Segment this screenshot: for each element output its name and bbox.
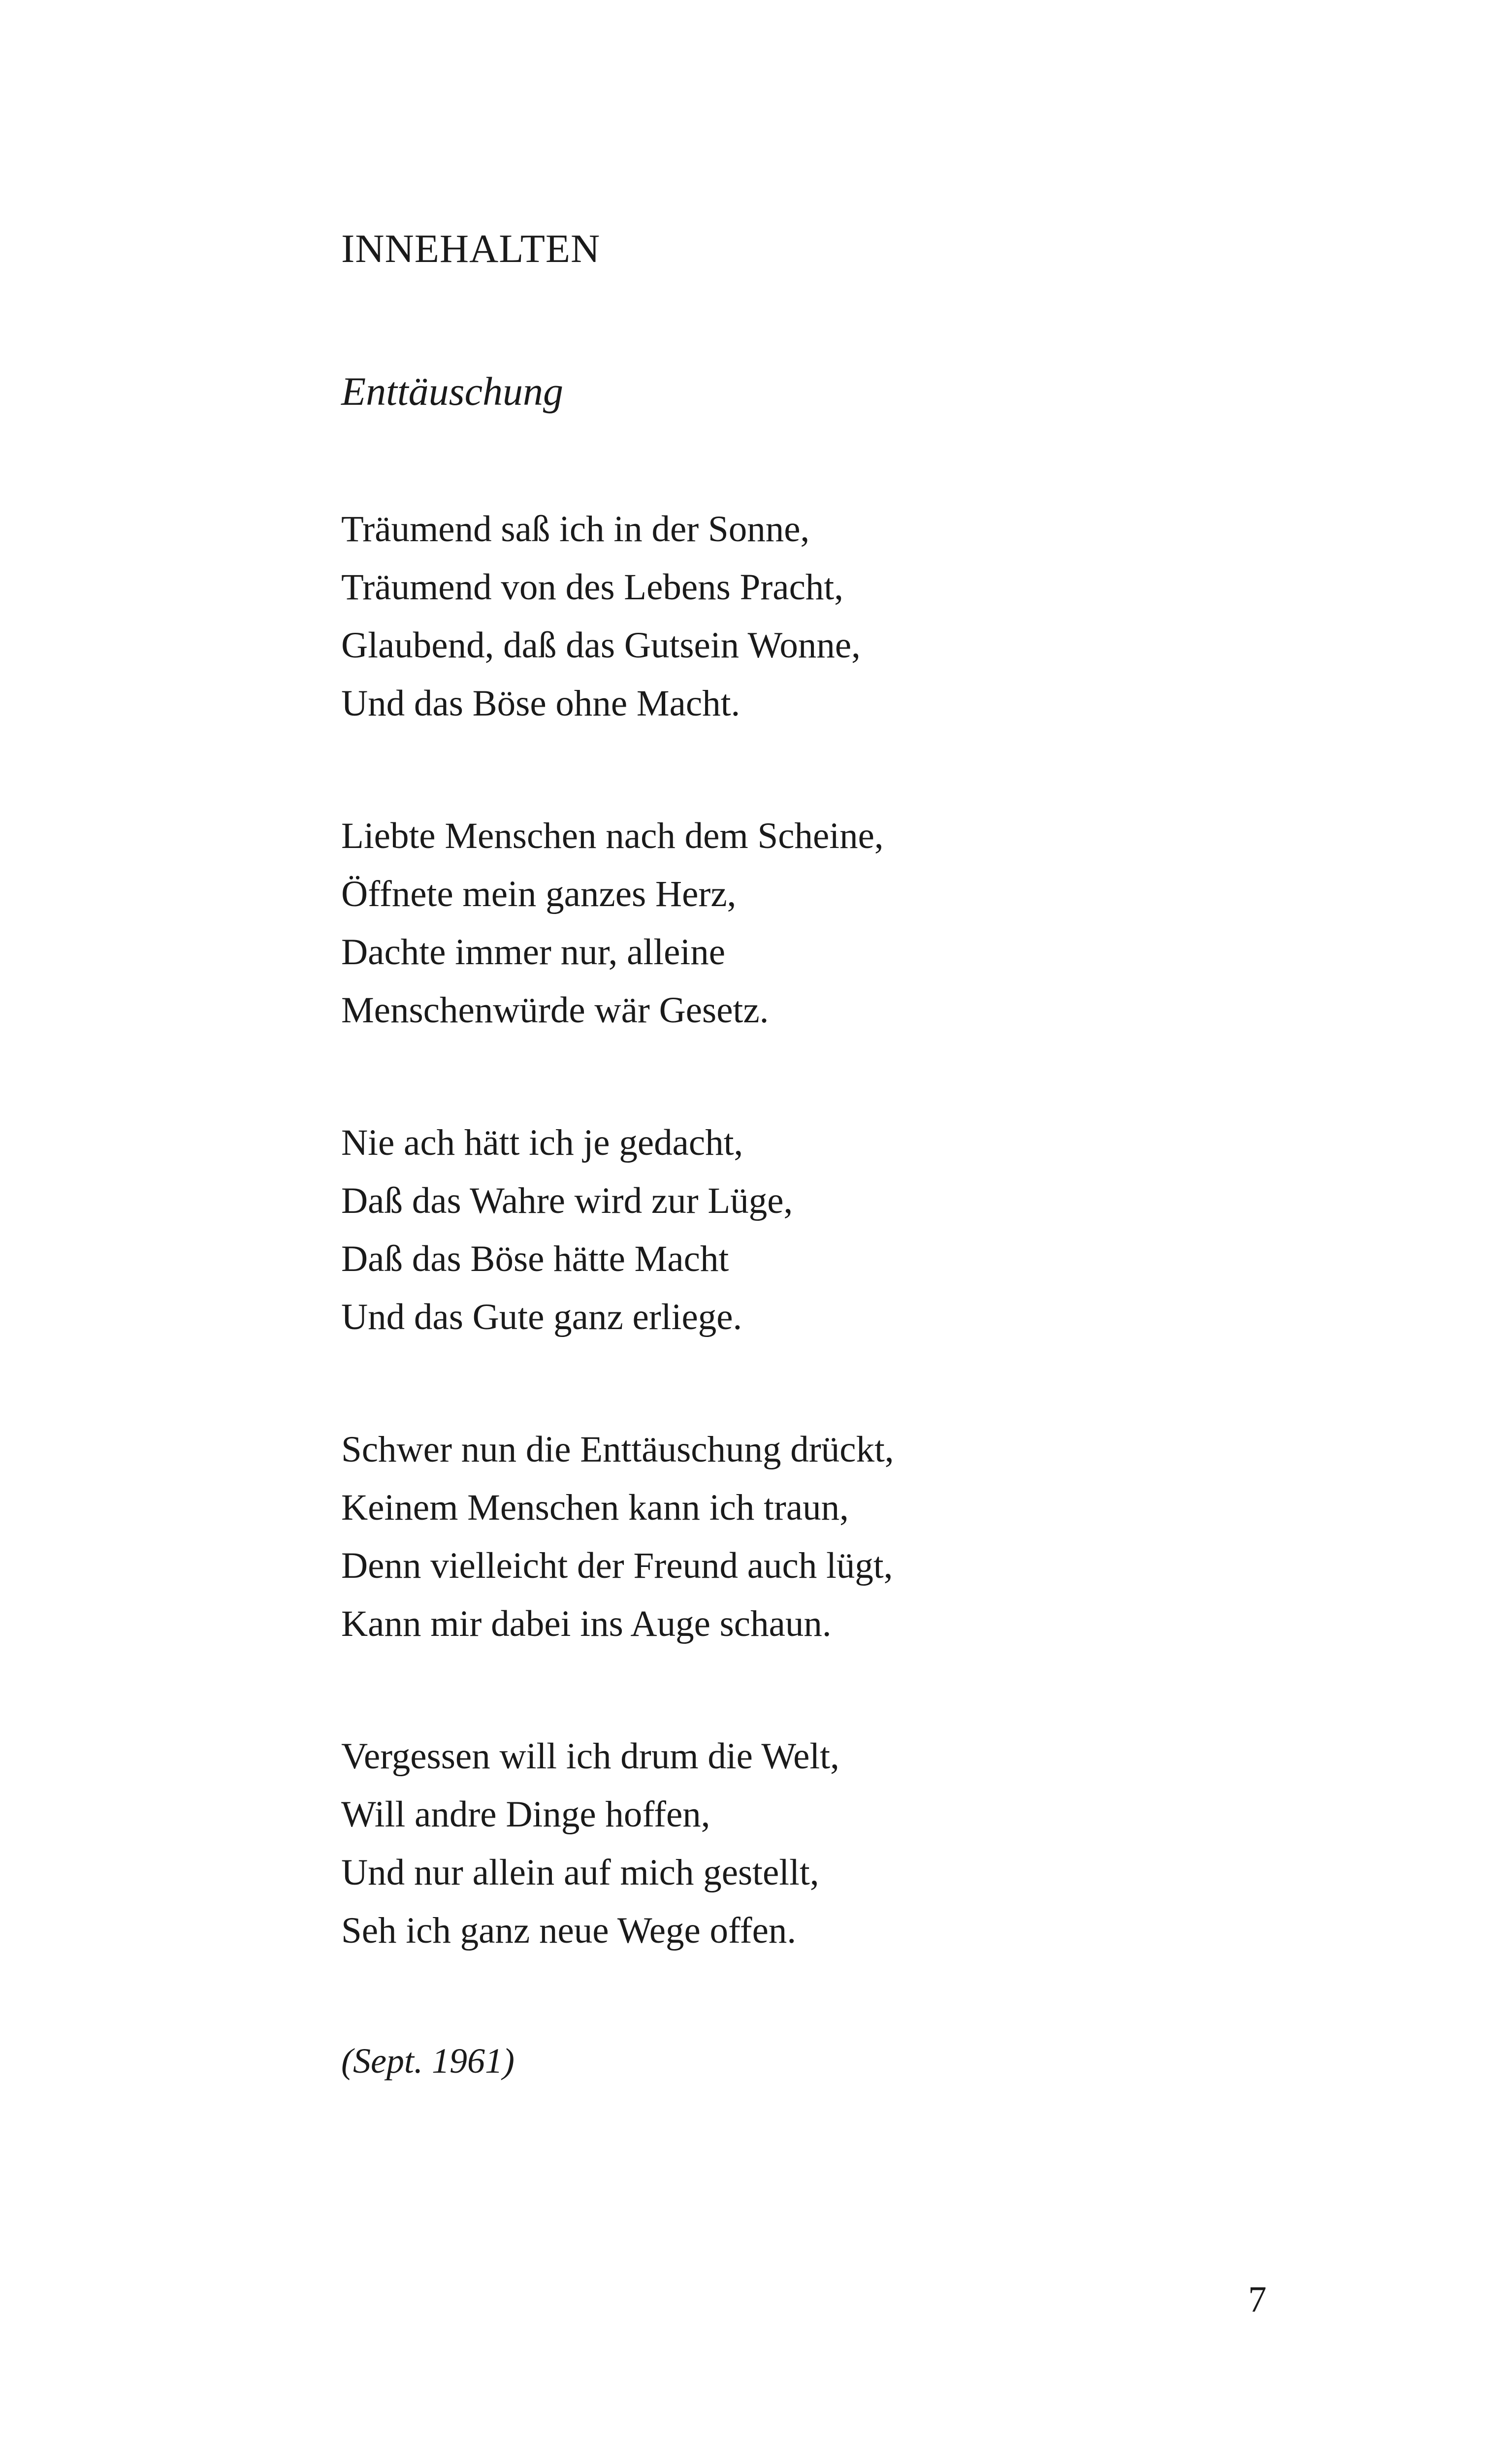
stanza — [341, 500, 861, 733]
section-title: INNEHALTEN — [341, 226, 601, 271]
verse-line: Dachte immer nur, alleine — [341, 932, 725, 973]
verse-line: Menschenwürde wär Gesetz. — [341, 990, 769, 1031]
verse-line: Und das Böse ohne Macht. — [341, 683, 740, 724]
verse-line: Denn vielleicht der Freund auch lügt, — [341, 1545, 893, 1586]
poem-title: Enttäuschung — [341, 369, 563, 414]
verse-line: Daß das Wahre wird zur Lüge, — [341, 1180, 793, 1221]
stanza — [341, 1421, 894, 1653]
verse-line: Glaubend, daß das Gutsein Wonne, — [341, 625, 861, 666]
verse-line: Schwer nun die Enttäuschung drückt, — [341, 1429, 894, 1470]
verse-line: Keinem Menschen kann ich traun, — [341, 1487, 849, 1528]
stanza — [341, 1727, 839, 1960]
stanza — [341, 1114, 793, 1346]
verse-line: Träumend von des Lebens Pracht, — [341, 567, 843, 608]
verse-line: Vergessen will ich drum die Welt, — [341, 1736, 839, 1777]
verse-line: Öffnete mein ganzes Herz, — [341, 874, 737, 914]
verse-line: Will andre Dinge hoffen, — [341, 1794, 710, 1835]
verse-line: Kann mir dabei ins Auge schaun. — [341, 1603, 832, 1644]
stanza — [341, 807, 884, 1040]
verse-line: Träumend saß ich in der Sonne, — [341, 509, 810, 550]
verse-line: Und nur allein auf mich gestellt, — [341, 1852, 819, 1893]
verse-line: Liebte Menschen nach dem Scheine, — [341, 815, 884, 856]
poem-date: (Sept. 1961) — [341, 2041, 515, 2081]
verse-line: Und das Gute ganz erliege. — [341, 1297, 742, 1337]
page-number: 7 — [1248, 2279, 1267, 2320]
verse-line: Nie ach hätt ich je gedacht, — [341, 1122, 743, 1163]
verse-line: Daß das Böse hätte Macht — [341, 1238, 729, 1279]
verse-line: Seh ich ganz neue Wege offen. — [341, 1910, 797, 1951]
